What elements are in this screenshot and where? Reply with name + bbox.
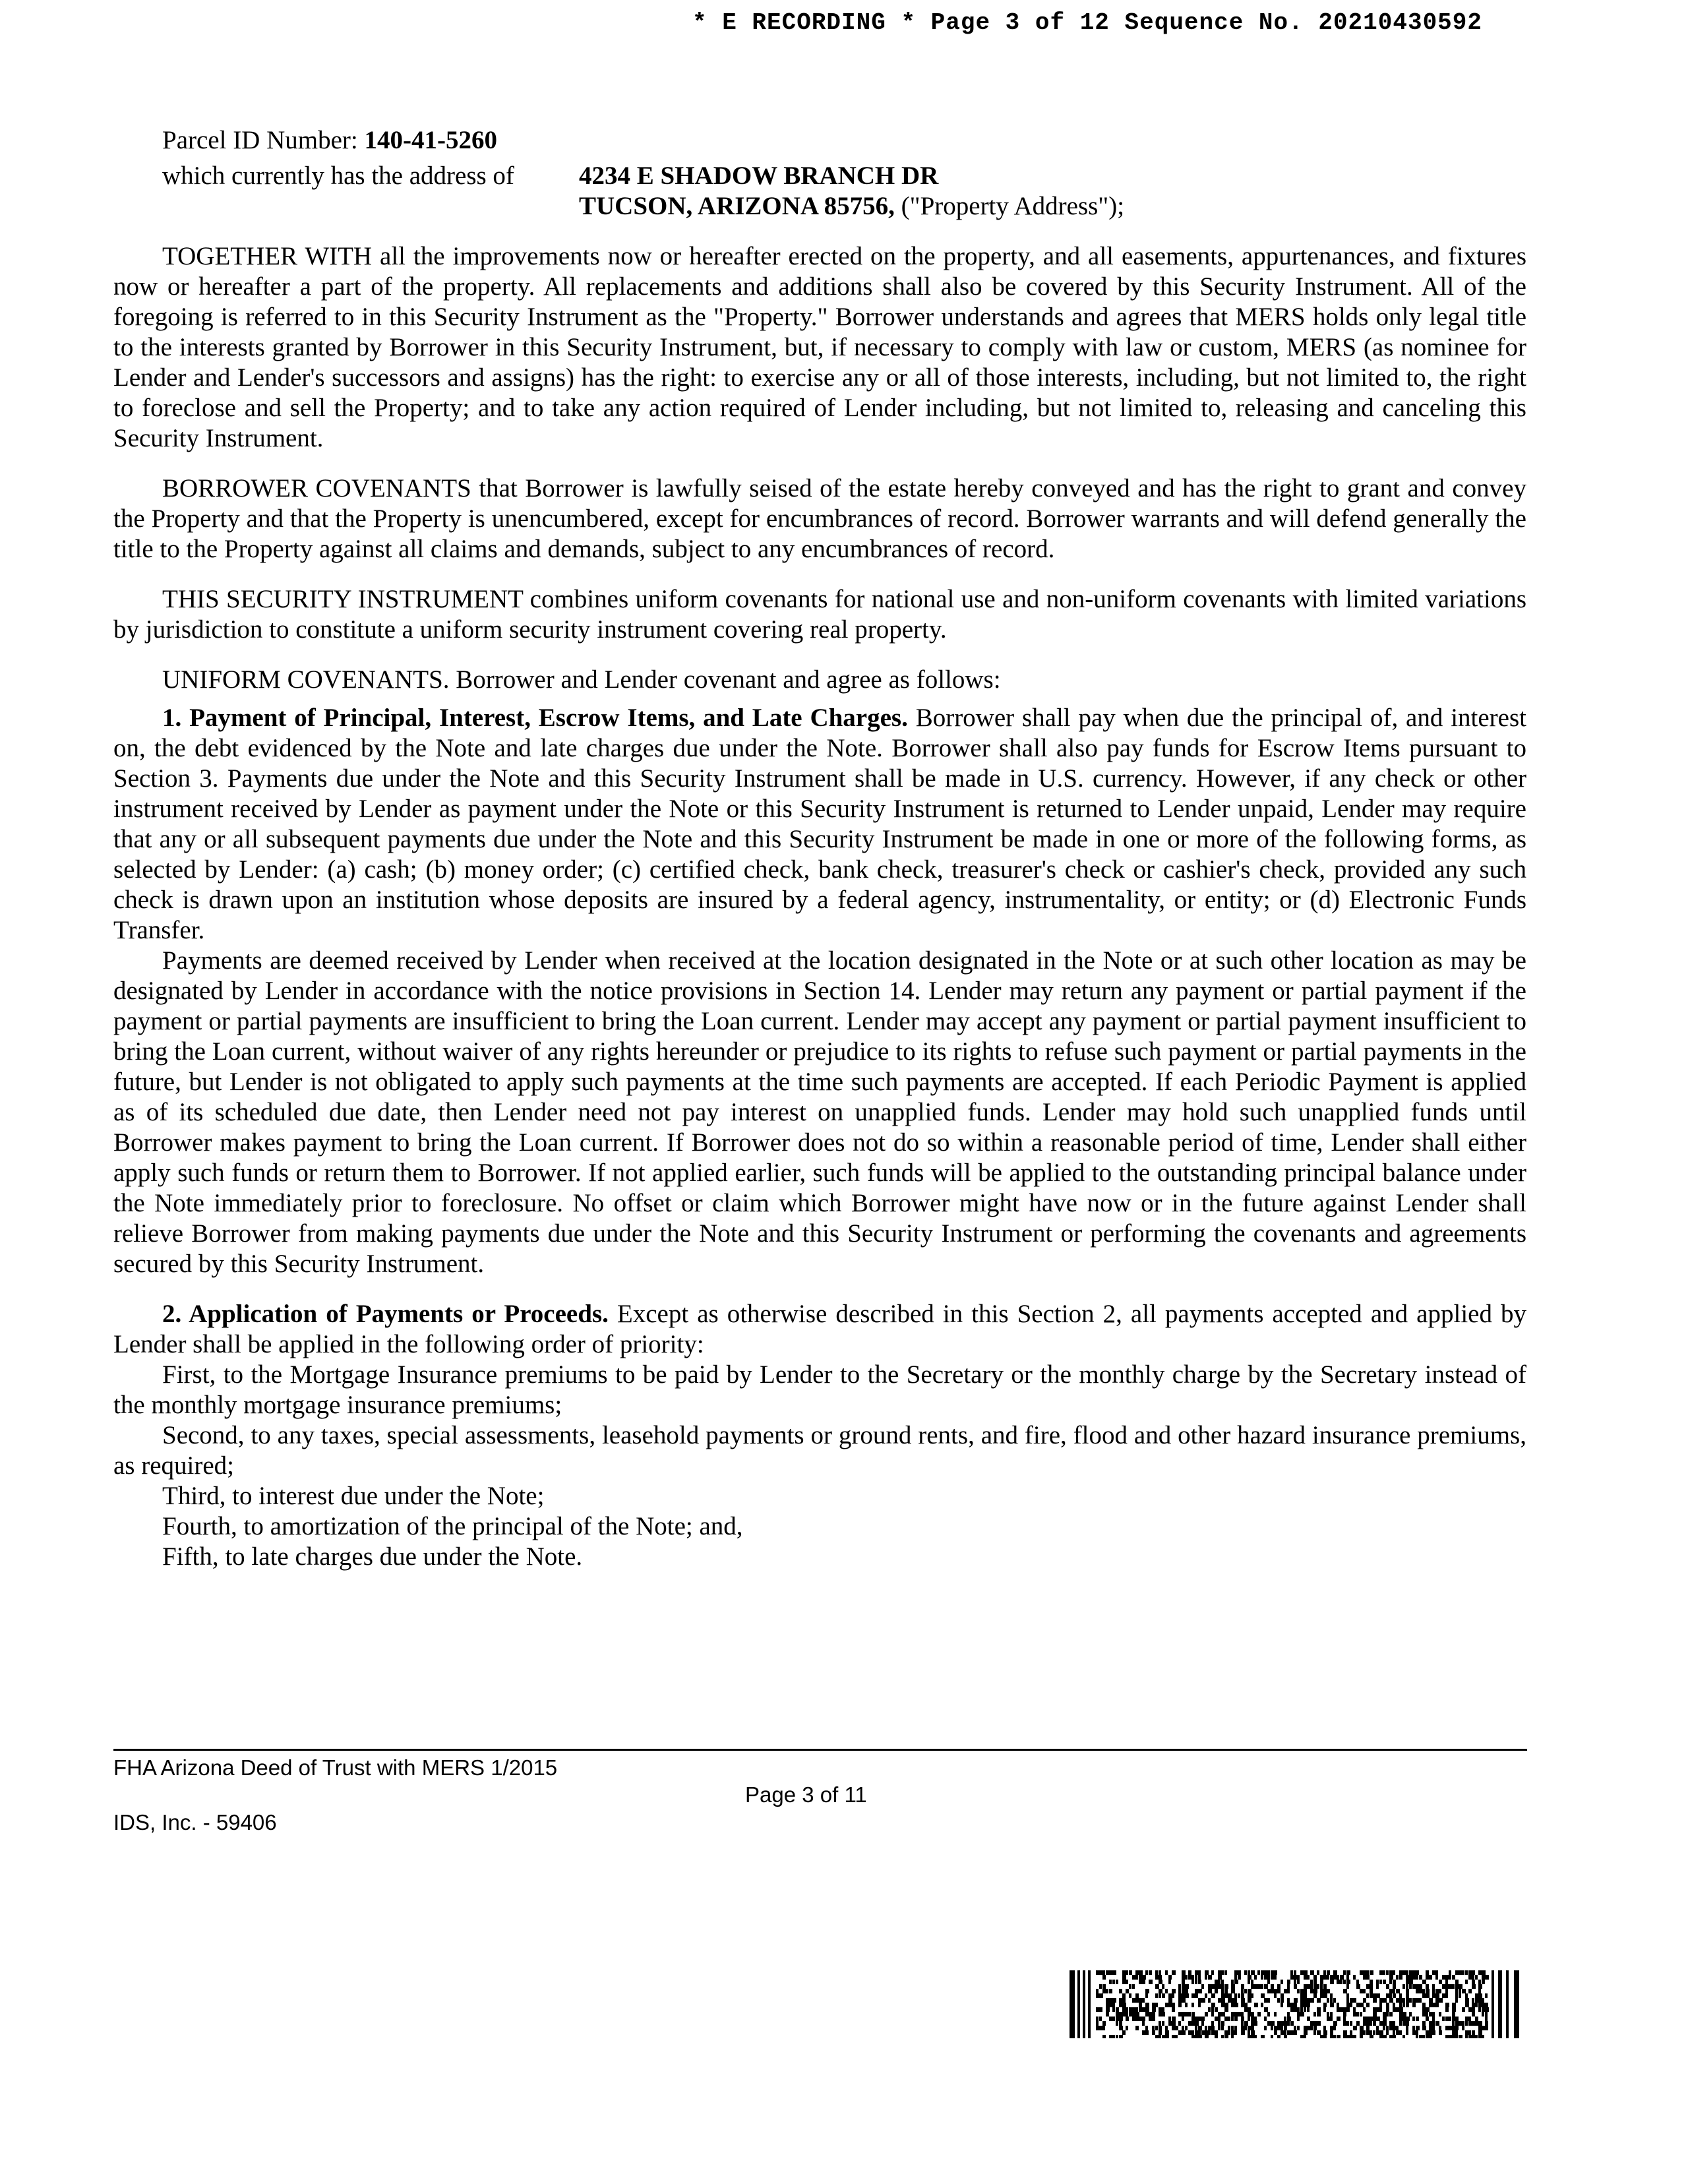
security-instrument-paragraph: THIS SECURITY INSTRUMENT combines uniform covenants for national use and non-uniform covenants with limited variations by jurisdiction to constitute a uniform security instrument covering real property. <box>113 585 1526 644</box>
section-1-body: Borrower shall pay when due the principal of, and interest on, the debt evidenced by the Note and late charges due under the Note. Borrower shall also pay funds for Escrow Items pursuant to Section 3. Payments due under the Note and this Security Instrument shall be made in U.S. currency. However, if any check or other instrument received by Lender as payment under the Note or this Security Instrument is returned to Lender unpaid, Lender may require that any or all subsequent payments due under the Note and this Security Instrument be made in one or more of the following forms, as selected by Lender: (a) cash; (b) money order; (c) certified check, bank check, treasurer's check or cashier's check, provided any such check is drawn upon an institution whose deposits are insured by a federal agency, instrumentality, or entity; or (d) Electronic Funds Transfer. <box>113 704 1526 944</box>
recording-header: * E RECORDING * Page 3 of 12 Sequence No. 20210430592 <box>692 9 1482 36</box>
address-suffix: ("Property Address"); <box>901 192 1125 220</box>
section-1-paragraph <box>113 703 1526 946</box>
priority-first: First, to the Mortgage Insurance premiums to be paid by Lender to the Secretary or the monthly charge by the Secretary instead of the monthly mortgage insurance premiums; <box>113 1360 1526 1419</box>
section-2-paragraph <box>113 1299 1526 1360</box>
footer-page-number: Page 3 of 11 <box>745 1782 867 1807</box>
footer-form-name: FHA Arizona Deed of Trust with MERS 1/2015 <box>113 1755 558 1780</box>
parcel-line <box>113 125 1526 156</box>
parcel-label: Parcel ID Number: <box>162 126 358 154</box>
section-2-body: Except as otherwise described in this Section 2, all payments accepted and applied by Lender shall be applied in the following order of priority: <box>113 1300 1526 1358</box>
section-1-heading: 1. Payment of Principal, Interest, Escrow Items, and Late Charges. <box>162 704 908 732</box>
together-with-paragraph: TOGETHER WITH all the improvements now or hereafter erected on the property, and all easements, appurtenances, and fixtures now or hereafter a part of the property. All replacements and additions shall also be covered by this Security Instrument. All of the foregoing is referred to in this Security Instrument as the "Property." Borrower understands and agrees that MERS holds only legal title to the interests granted by Borrower in this Security Instrument, but, if necessary to comply with law or custom, MERS (as nominee for Lender and Lender's successors and assigns) has the right: to exercise any or all of those interests, including, but not limited to, the right to foreclose and sell the Property; and to take any action required of Lender including, but not limited to, releasing and canceling this Security Instrument. <box>113 242 1526 452</box>
priority-third: Third, to interest due under the Note; <box>162 1482 545 1510</box>
property-address <box>113 161 1526 222</box>
footer-divider <box>113 1749 1527 1751</box>
priority-fifth: Fifth, to late charges due under the Note. <box>162 1542 583 1571</box>
priority-fourth: Fourth, to amortization of the principal of the Note; and, <box>162 1512 743 1540</box>
priority-second: Second, to any taxes, special assessments, leasehold payments or ground rents, and fire, flood and other hazard insurance premiums, as required; <box>113 1421 1526 1480</box>
footer-vendor: IDS, Inc. - 59406 <box>113 1810 277 1835</box>
section-2-heading: 2. Application of Payments or Proceeds. <box>162 1300 609 1328</box>
parcel-number: 140-41-5260 <box>364 126 497 154</box>
address-line2: TUCSON, ARIZONA 85756, <box>579 192 895 220</box>
barcode-icon <box>1070 1970 1522 2038</box>
payments-received-paragraph: Payments are deemed received by Lender when received at the location designated in the Note or at such other location as may be designated by Lender in accordance with the notice provisions in Section 14. Lender may return any payment or partial payment if the payment or partial payments are insufficient to bring the Loan current. Lender may accept any payment or partial payment insufficient to bring the Loan current, without waiver of any rights hereunder or prejudice to its rights to refuse such payment or partial payments in the future, but Lender is not obligated to apply such payments at the time such payments are accepted. If each Periodic Payment is applied as of its scheduled due date, then Lender need not pay interest on unapplied funds. Lender may hold such unapplied funds until Borrower makes payment to bring the Loan current. If Borrower does not do so within a reasonable period of time, Lender shall either apply such funds or return them to Borrower. If not applied earlier, such funds will be applied to the outstanding principal balance under the Note immediately prior to foreclosure. No offset or claim which Borrower might have now or in the future against Lender shall relieve Borrower from making payments due under the Note and this Security Instrument or performing the covenants and agreements secured by this Security Instrument. <box>113 946 1526 1278</box>
borrower-covenants-paragraph: BORROWER COVENANTS that Borrower is lawfully seised of the estate hereby conveyed and has the right to grant and convey the Property and that the Property is unencumbered, except for encumbrances of record. Borrower warrants and will defend generally the title to the Property against all claims and demands, subject to any encumbrances of record. <box>113 474 1526 563</box>
address-line1: 4234 E SHADOW BRANCH DR <box>579 162 939 190</box>
address-label: which currently has the address of <box>162 162 514 190</box>
uniform-covenants-paragraph: UNIFORM COVENANTS. Borrower and Lender covenant and agree as follows: <box>162 665 1001 694</box>
document-body <box>113 125 1526 1572</box>
